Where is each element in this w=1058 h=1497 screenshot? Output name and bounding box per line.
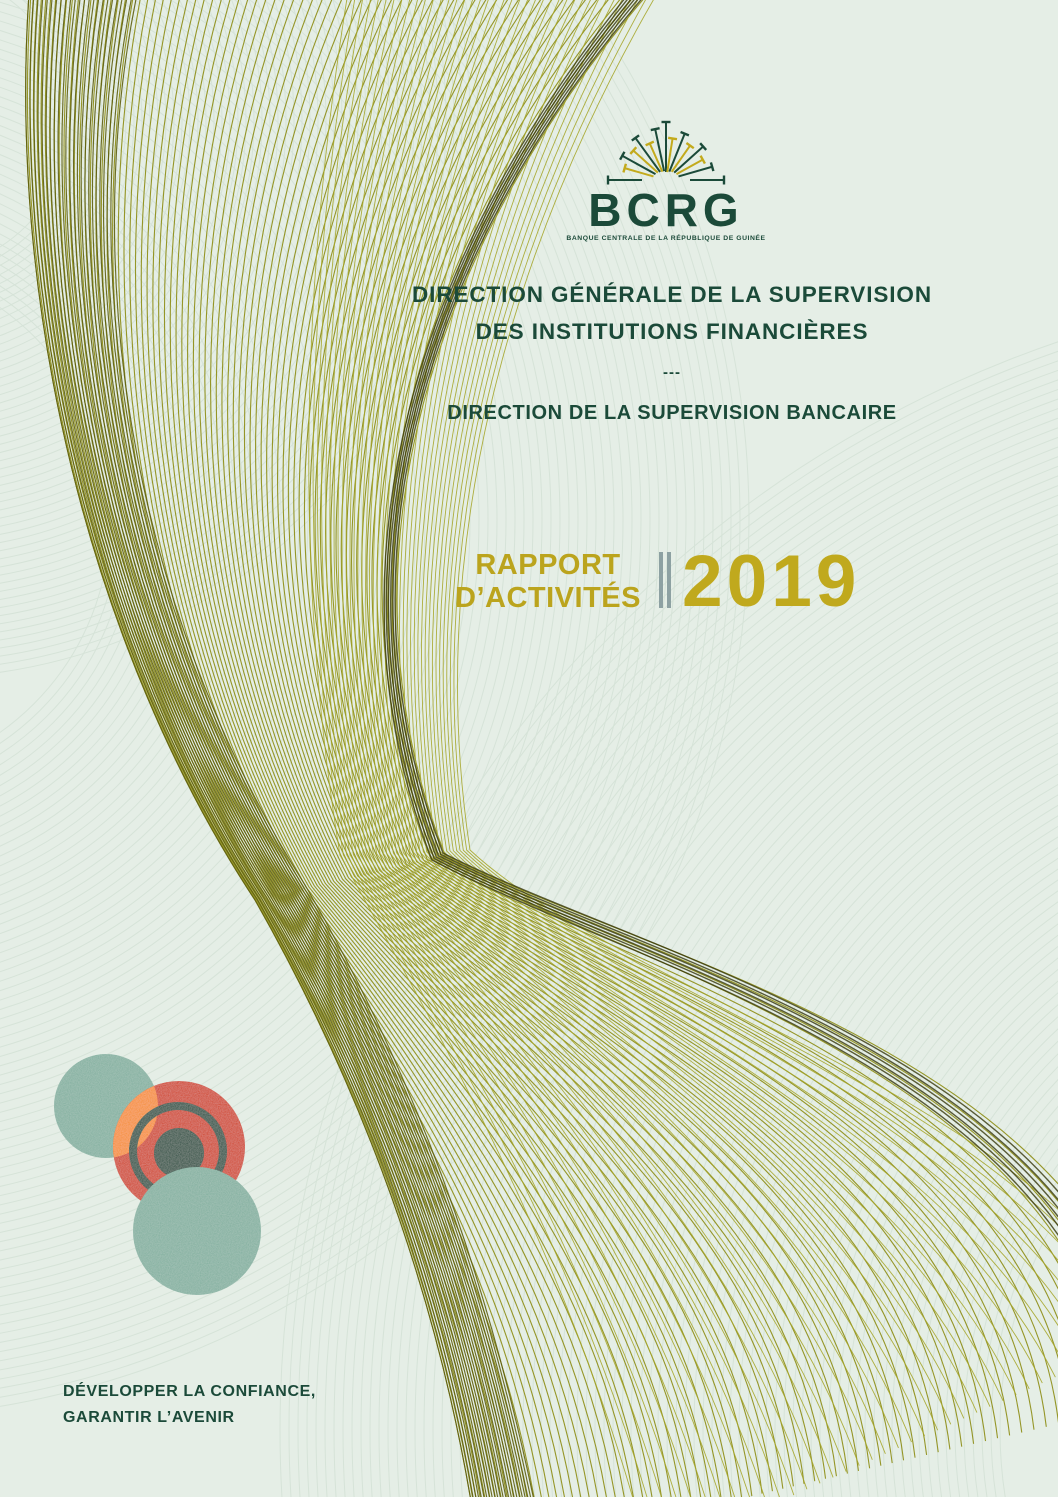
title-line-1: DIRECTION GÉNÉRALE DE LA SUPERVISION [412, 282, 932, 307]
brand-circles-icon [25, 1020, 355, 1350]
logo-caption: BANQUE CENTRALE DE LA RÉPUBLIQUE DE GUINÉE [566, 235, 766, 242]
report-title-line-2: D’ACTIVITÉS [455, 582, 641, 614]
bcrg-logo [506, 106, 826, 242]
title-line-3: DIRECTION DE LA SUPERVISION BANCAIRE [447, 402, 897, 424]
logo-rays-icon [581, 106, 751, 186]
report-title-line-1: RAPPORT [475, 549, 621, 581]
title-divider-dashes: --- [663, 364, 681, 381]
title-line-2: DES INSTITUTIONS FINANCIÈRES [475, 319, 869, 344]
report-title [455, 549, 641, 615]
tagline-line-1: DÉVELOPPER LA CONFIANCE, [63, 1383, 316, 1400]
title-block [412, 276, 932, 428]
year-separator-bars-icon [659, 552, 671, 608]
tagline-line-2: GARANTIR L’AVENIR [63, 1409, 235, 1426]
report-year: 2019 [682, 541, 861, 622]
tagline [63, 1379, 316, 1431]
logo-acronym: BCRG [588, 184, 744, 236]
